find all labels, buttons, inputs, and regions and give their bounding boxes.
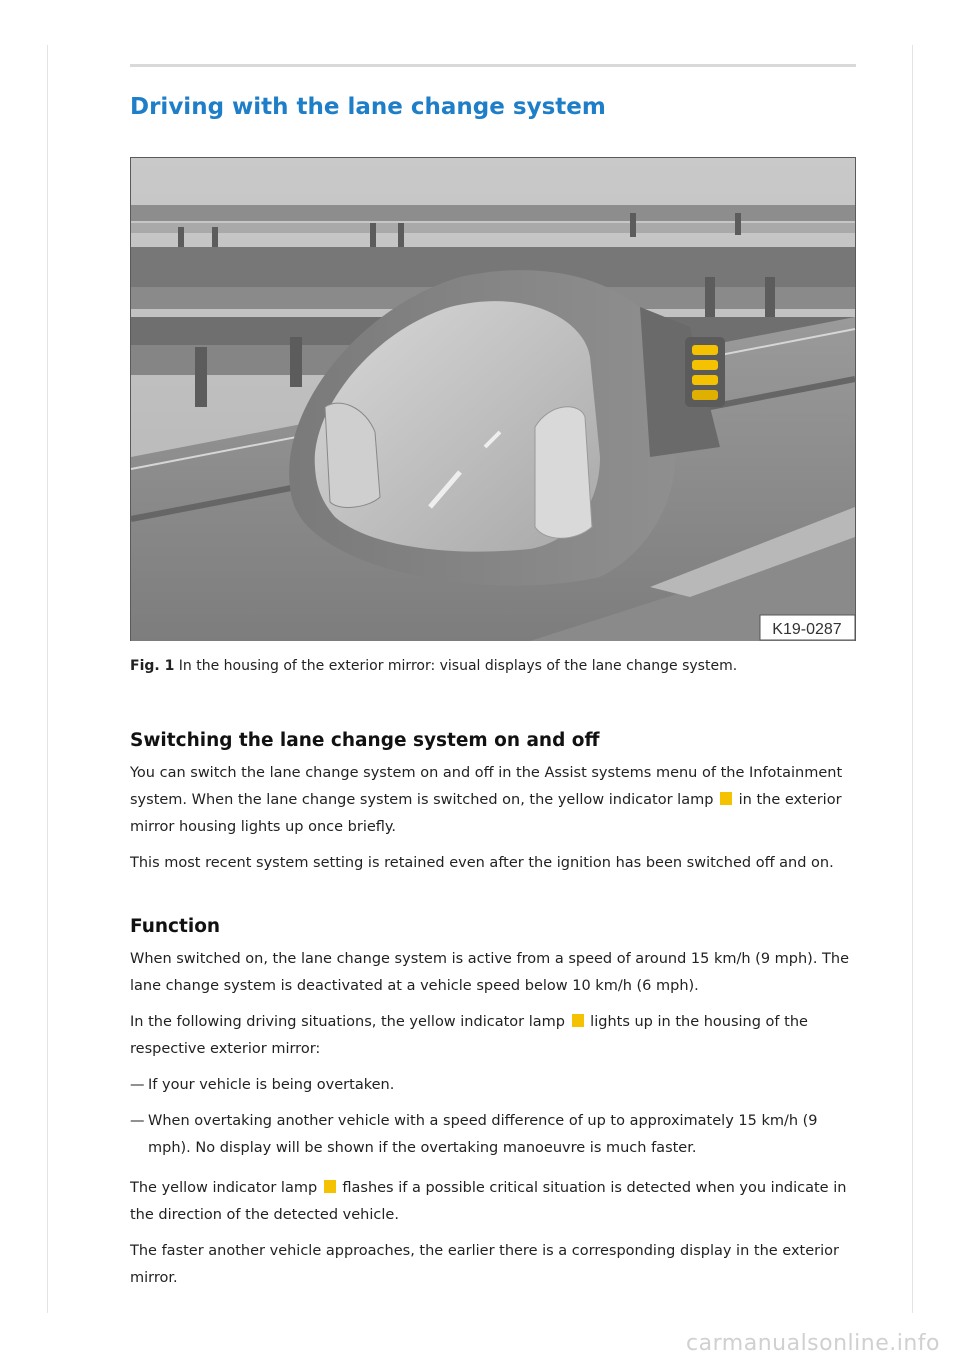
indicator-lamp-icon [572, 1014, 584, 1027]
figure-caption-text: In the housing of the exterior mirror: visual displays of the lane change system. [174, 658, 738, 674]
figure-caption-label: Fig. 1 [130, 658, 175, 674]
indicator-lamp-icon [324, 1180, 336, 1193]
list-item [130, 1072, 856, 1099]
page-title: Driving with the lane change system [130, 94, 606, 120]
watermark: carmanualsonline.info [686, 1331, 940, 1356]
figure-caption [130, 656, 856, 676]
section-function [130, 914, 856, 1292]
section-heading-switching: Switching the lane change system on and off [130, 730, 600, 751]
right-margin-line [912, 45, 913, 1313]
paragraph-text: lights up in the housing of the respective exterior mirror: [130, 1014, 808, 1057]
paragraph-function-3 [130, 1175, 856, 1229]
paragraph-text: In the following driving situations, the yellow indicator lamp [130, 1014, 570, 1030]
left-margin-line [47, 45, 48, 1313]
paragraph-switching-1 [130, 760, 856, 841]
paragraph-function-2 [130, 1009, 856, 1063]
top-divider [130, 64, 856, 67]
dash-bullet: — [130, 1077, 145, 1093]
paragraph-function-4: The faster another vehicle approaches, the earlier there is a corresponding display in the exterior mirror. [130, 1243, 839, 1286]
section-heading-function: Function [130, 916, 221, 937]
mirror-illustration [130, 157, 856, 641]
dash-bullet: — [130, 1113, 145, 1129]
figure-code: K19-0287 [772, 621, 842, 638]
list-item [130, 1108, 856, 1162]
indicator-lamp-icon [720, 792, 732, 805]
page-content [130, 90, 856, 1301]
list-item-text: When overtaking another vehicle with a speed difference of up to approximately 15 km/h (9 mph). No display will be shown if the overtaking manoeuvre is much faster. [148, 1113, 818, 1156]
paragraph-text: in the exterior mirror housing lights up once briefly. [130, 792, 842, 835]
paragraph-text: You can switch the lane change system on and off in the Assist systems menu of the Infotainment system. When the lane change system is switched on, the yellow indicator lamp [130, 765, 843, 808]
paragraph-text: flashes if a possible critical situation is detected when you indicate in the direction of the detected vehicle. [130, 1180, 847, 1223]
paragraph-function-1: When switched on, the lane change system is active from a speed of around 15 km/h (9 mph). The lane change system is deactivated at a vehicle speed below 10 km/h (6 mph). [130, 951, 850, 994]
list-item-text: If your vehicle is being overtaken. [148, 1077, 395, 1093]
figure-mirror-illustration [130, 157, 856, 641]
paragraph-text: The yellow indicator lamp [130, 1180, 322, 1196]
section-switching [130, 728, 856, 877]
situation-list [130, 1072, 856, 1162]
paragraph-switching-2: This most recent system setting is retained even after the ignition has been switched off and on. [130, 855, 834, 871]
